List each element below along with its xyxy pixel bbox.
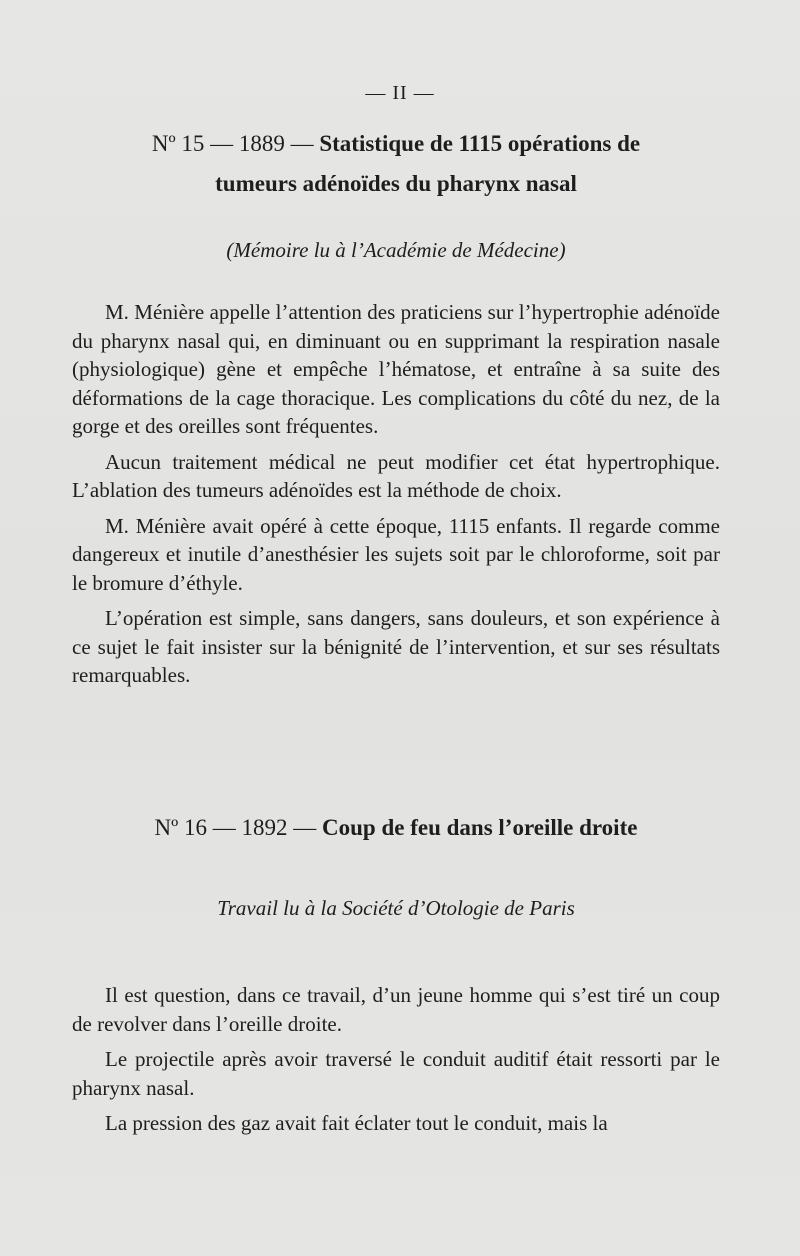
paragraph: L’opération est simple, sans dangers, sans douleurs, et son expérience à ce sujet le fait insister sur la bénignité de l’intervention, et sur ses résultats remarquables. xyxy=(72,606,720,687)
section-subtitle: Travail lu à la Société d’Otologie de Paris xyxy=(217,896,575,920)
paragraph: Le projectile après avoir traversé le conduit auditif était ressorti par le pharynx nasal. xyxy=(72,1047,720,1100)
paragraph: Il est question, dans ce travail, d’un jeune homme qui s’est tiré un coup de revolver dans l’oreille droite. xyxy=(72,983,720,1036)
page-number: — II — xyxy=(365,82,435,104)
section-heading xyxy=(72,124,720,204)
paragraph: M. Ménière avait opéré à cette époque, 1115 enfants. Il regarde comme dangereux et inutile d’anesthésier les sujets soit par le chloroforme, soit par le bromure d’éthyle. xyxy=(72,513,720,595)
section-no16 xyxy=(72,808,720,1138)
heading-number: Nº 16 — 1892 — xyxy=(154,815,323,840)
section-subtitle: (Mémoire lu à l’Académie de Médecine) xyxy=(226,238,566,262)
heading-title: Coup de feu dans l’oreille droite xyxy=(322,815,638,840)
heading-title-line2: tumeurs adénoïdes du pharynx nasal xyxy=(215,171,577,196)
section-heading xyxy=(72,808,720,848)
section-no15 xyxy=(72,124,720,690)
paragraph: Aucun traitement médical ne peut modifier cet état hypertrophique. L’ablation des tumeurs adénoïdes est la méthode de choix. xyxy=(72,449,720,502)
heading-title-line1: Statistique de 1115 opérations de xyxy=(319,131,641,156)
heading-number: Nº 15 — 1889 — xyxy=(151,131,320,156)
paragraph: M. Ménière appelle l’attention des praticiens sur l’hypertrophie adénoïde du pharynx nasal qui, en diminuant ou en supprimant la respiration nasale (physiologique) gène et empêche l’hématose, et entraîne à sa suite des déformations de la cage thoracique. Les complications du côté du nez, de la gorge et des oreilles sont fréquentes. xyxy=(72,300,720,438)
paragraph: La pression des gaz avait fait éclater tout le conduit, mais la xyxy=(105,1111,608,1135)
